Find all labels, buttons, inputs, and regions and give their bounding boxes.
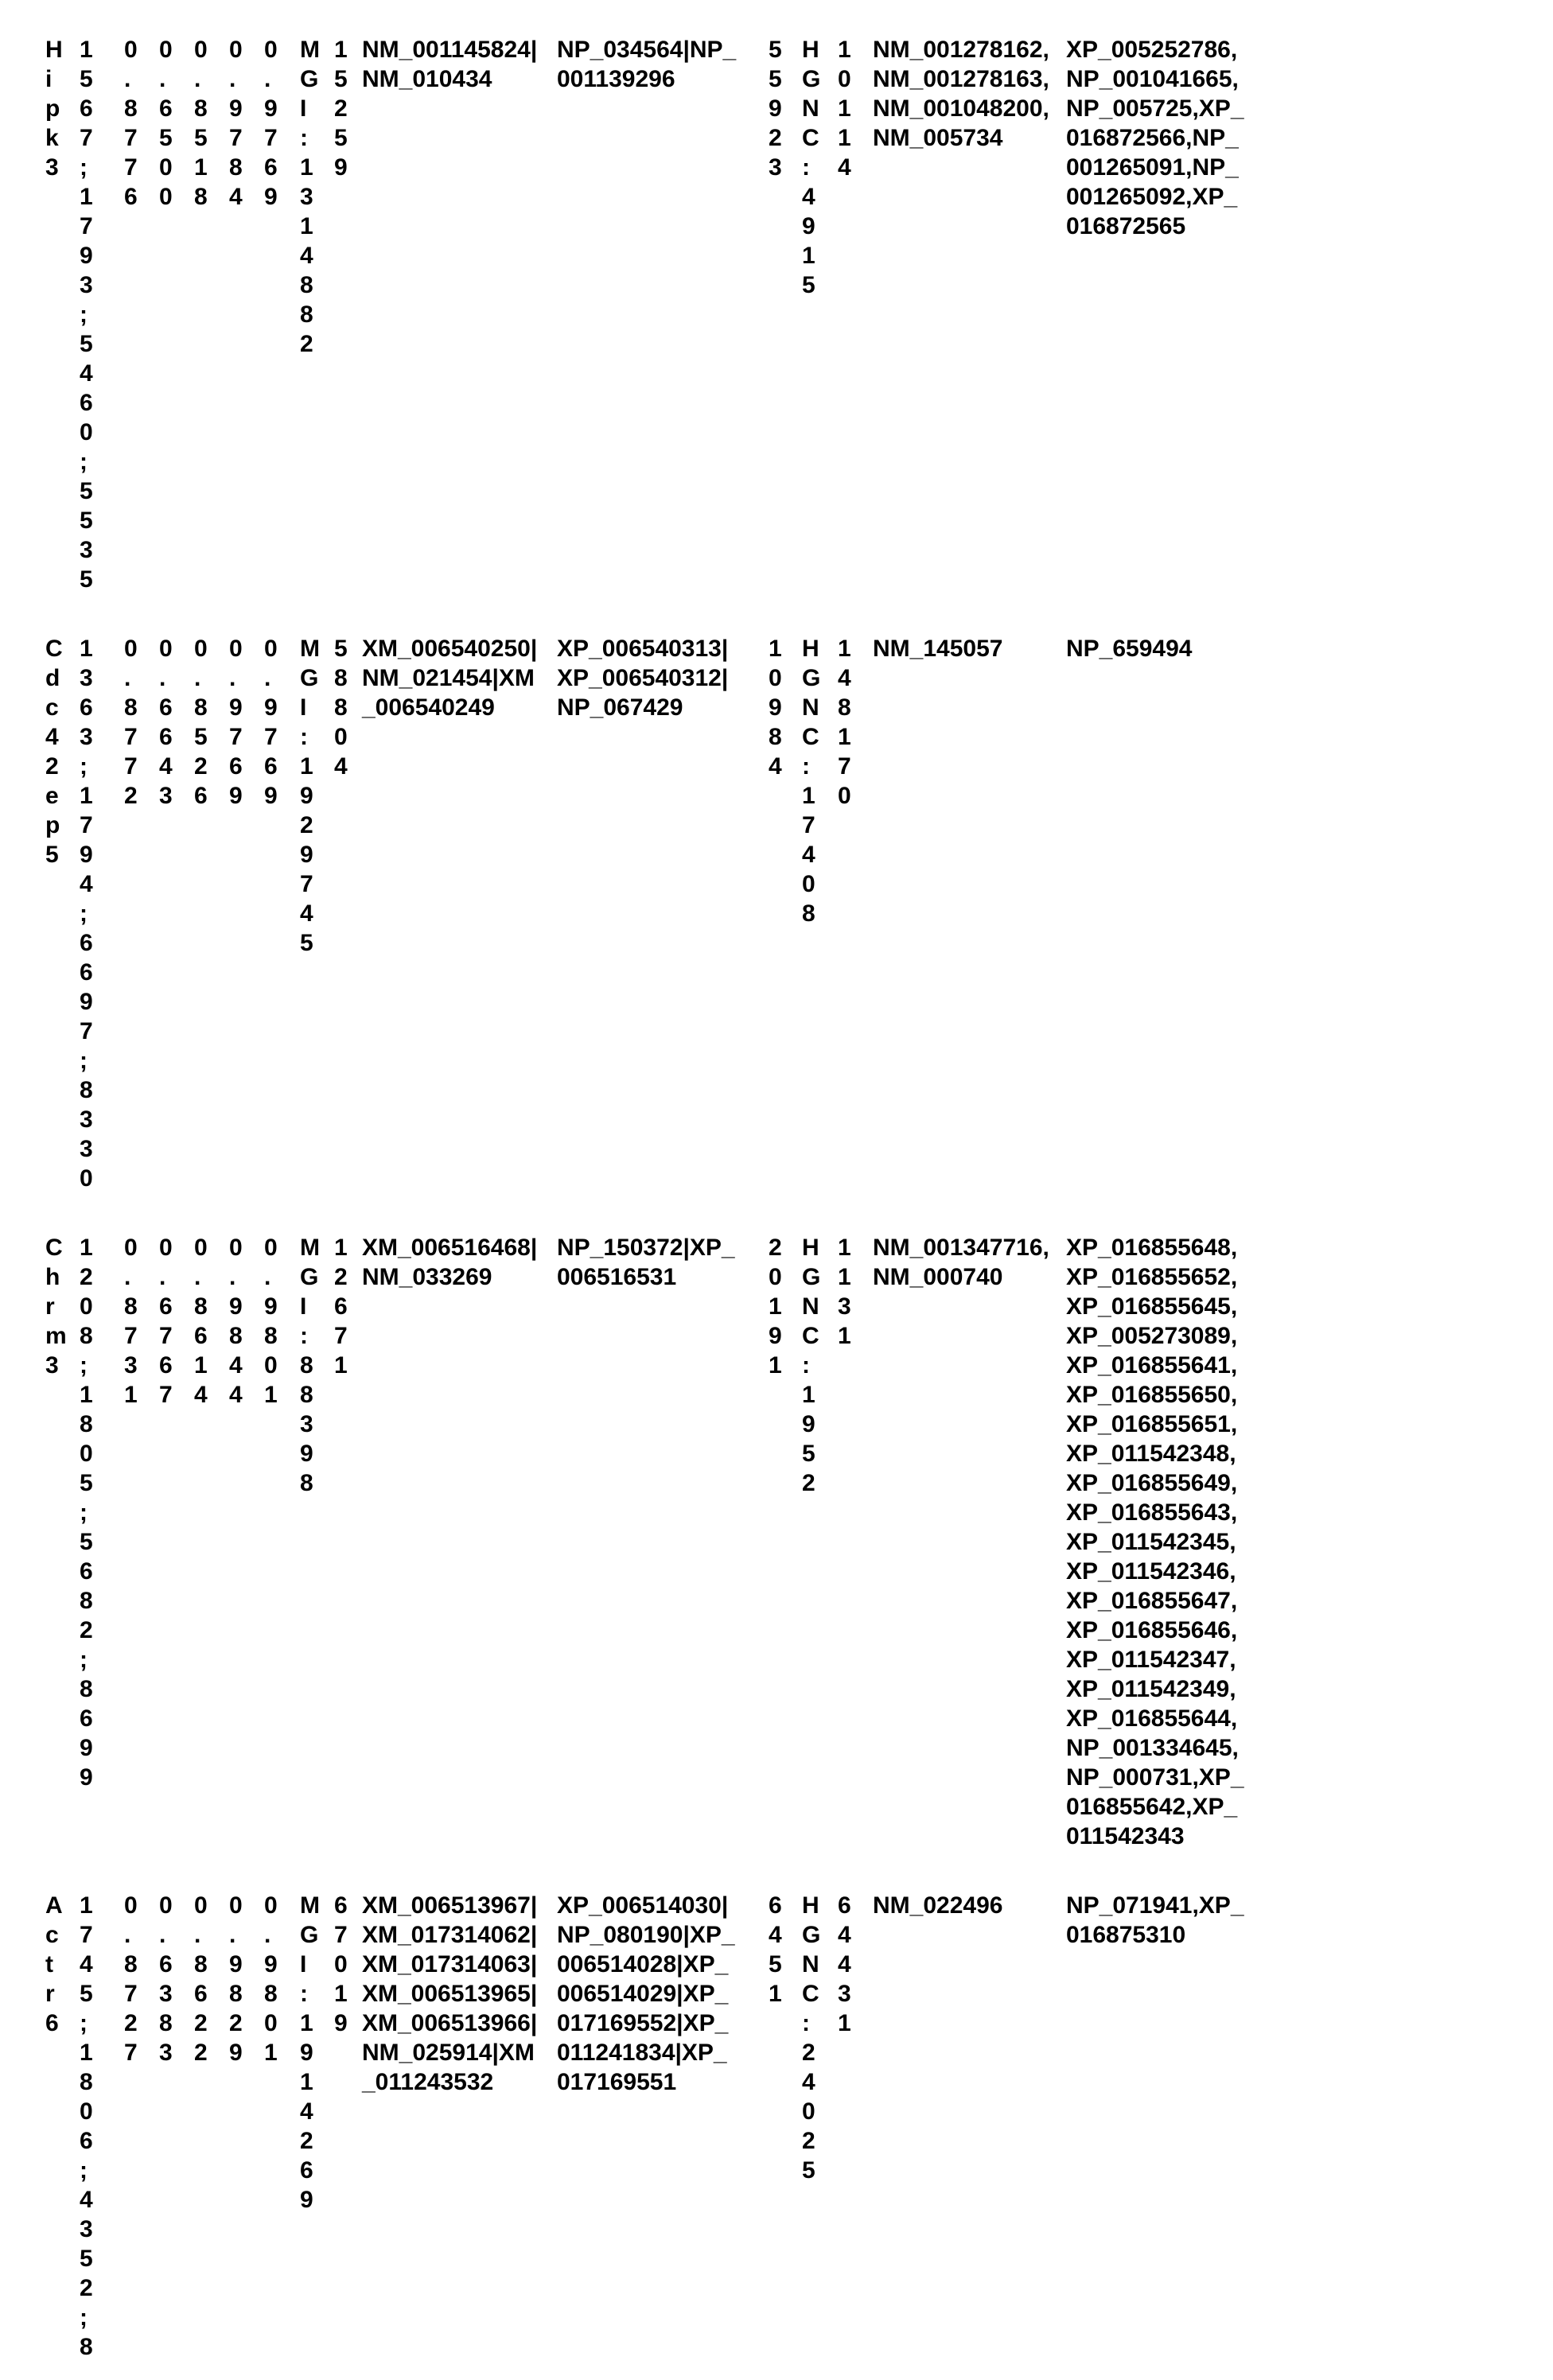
gene-id-cell-2: 2 0 1 9 1	[769, 1235, 782, 1379]
value-cell-3: 0 . 8 6 2 2	[194, 1892, 208, 2066]
value-cell-4: 0 . 9 7 8 4	[229, 37, 243, 210]
value-cell-3: 0 . 8 5 1 8	[194, 37, 208, 210]
gene-id-cell-3: 6 4 4 3 1	[838, 1892, 851, 2036]
gene-id-cell-2: 5 5 9 2 3	[769, 37, 782, 181]
refseq-mrna-cell-2: NM_145057	[873, 636, 1003, 662]
refseq-protein-cell-1: NP_150372|XP_ 006516531	[557, 1235, 735, 1290]
gene-id-cell-1: 1 2 6 7 1	[334, 1235, 348, 1379]
value-cell-3: 0 . 8 5 2 6	[194, 636, 208, 809]
gene-id-cell-1: 1 5 2 5 9	[334, 37, 348, 181]
value-cell-2: 0 . 6 6 4 3	[159, 636, 173, 809]
mgi-id-cell: M G I : 1 3 1 4 8 8 2	[300, 37, 320, 357]
gene-symbol-cell: C h r m 3	[45, 1235, 67, 1379]
value-cell-2: 0 . 6 5 0 0	[159, 37, 173, 210]
refseq-protein-cell-1: XP_006514030| NP_080190|XP_ 006514028|XP_ 006514029|XP_ 017169552|XP_ 011241834|XP_ 017169551	[557, 1892, 735, 2095]
value-cell-3: 0 . 8 6 1 4	[194, 1235, 208, 1408]
positions-cell: 1 7 4 5 ; 1 8 0 6 ; 4 3 5 2 ; 8	[80, 1892, 93, 2360]
value-cell-5: 0 . 9 7 6 9	[264, 636, 278, 809]
gene-id-cell-2: 1 0 9 8 4	[769, 636, 782, 780]
refseq-protein-cell-2: NP_659494	[1066, 636, 1193, 662]
positions-cell: 1 2 0 8 ; 1 8 0 5 ; 5 6 8 2 ; 8 6 9 9	[80, 1235, 93, 1791]
positions-cell: 1 3 6 3 ; 1 7 9 4 ; 6 6 9 7 ; 8 3 3 0	[80, 636, 93, 1192]
value-cell-5: 0 . 9 7 6 9	[264, 37, 278, 210]
gene-id-cell-3: 1 4 8 1 7 0	[838, 636, 851, 809]
hgnc-id-cell: H G N C : 2 4 0 2 5	[802, 1892, 821, 2184]
value-cell-1: 0 . 8 7 2 7	[124, 1892, 138, 2066]
value-cell-4: 0 . 9 7 6 9	[229, 636, 243, 809]
value-cell-5: 0 . 9 8 0 1	[264, 1235, 278, 1408]
hgnc-id-cell: H G N C : 1 7 4 0 8	[802, 636, 821, 927]
mgi-id-cell: M G I : 1 9 1 4 2 6 9	[300, 1892, 320, 2213]
gene-symbol-cell: H i p k 3	[45, 37, 63, 181]
gene-id-cell-3: 1 1 3 1	[838, 1235, 851, 1349]
value-cell-4: 0 . 9 8 2 9	[229, 1892, 243, 2066]
value-cell-2: 0 . 6 7 6 7	[159, 1235, 173, 1408]
refseq-mrna-cell-1: XM_006513967| XM_017314062| XM_017314063| XM_006513965| XM_006513966| NM_025914|XM _011243532	[362, 1892, 538, 2095]
refseq-mrna-cell-2: NM_001278162, NM_001278163, NM_001048200, NM_005734	[873, 37, 1049, 151]
mgi-id-cell: M G I : 8 8 3 9 8	[300, 1235, 320, 1496]
refseq-mrna-cell-2: NM_022496	[873, 1892, 1003, 1919]
refseq-mrna-cell-1: XM_006540250| NM_021454|XM _006540249	[362, 636, 538, 721]
gene-symbol-cell: A c t r 6	[45, 1892, 63, 2036]
value-cell-4: 0 . 9 8 4 4	[229, 1235, 243, 1408]
hgnc-id-cell: H G N C : 4 9 1 5	[802, 37, 821, 298]
mgi-id-cell: M G I : 1 9 2 9 7 4 5	[300, 636, 320, 956]
refseq-protein-cell-1: NP_034564|NP_ 001139296	[557, 37, 737, 92]
refseq-protein-cell-2: NP_071941,XP_ 016875310	[1066, 1892, 1244, 1948]
value-cell-1: 0 . 8 7 3 1	[124, 1235, 138, 1408]
refseq-mrna-cell-1: NM_001145824| NM_010434	[362, 37, 538, 92]
value-cell-2: 0 . 6 3 8 3	[159, 1892, 173, 2066]
gene-symbol-cell: C d c 4 2 e p 5	[45, 636, 63, 868]
refseq-protein-cell-2: XP_005252786, NP_001041665, NP_005725,XP_ 016872566,NP_ 001265091,NP_ 001265092,XP_ 016872565	[1066, 37, 1244, 239]
value-cell-1: 0 . 8 7 7 6	[124, 37, 138, 210]
gene-id-cell-3: 1 0 1 1 4	[838, 37, 851, 181]
value-cell-1: 0 . 8 7 7 2	[124, 636, 138, 809]
refseq-protein-cell-1: XP_006540313| XP_006540312| NP_067429	[557, 636, 729, 721]
hgnc-id-cell: H G N C : 1 9 5 2	[802, 1235, 821, 1496]
value-cell-5: 0 . 9 8 0 1	[264, 1892, 278, 2066]
gene-id-cell-1: 5 8 8 0 4	[334, 636, 348, 780]
gene-id-cell-1: 6 7 0 1 9	[334, 1892, 348, 2036]
refseq-mrna-cell-2: NM_001347716, NM_000740	[873, 1235, 1049, 1290]
refseq-mrna-cell-1: XM_006516468| NM_033269	[362, 1235, 538, 1290]
refseq-protein-cell-2: XP_016855648, XP_016855652, XP_016855645, XP_005273089, XP_016855641, XP_016855650, XP_016855651, XP_011542348, XP_016855649, XP_016855643, XP_011542345, XP_011542346, XP_016855647, XP_016855646, XP_011542347, XP_011542349, XP_016855644, NP_001334645, NP_000731,XP_ 016855642,XP_ 011542343	[1066, 1235, 1244, 1849]
positions-cell: 1 5 6 7 ; 1 7 9 3 ; 5 4 6 0 ; 5 5 3 5	[80, 37, 93, 593]
gene-id-cell-2: 6 4 5 1	[769, 1892, 782, 2007]
